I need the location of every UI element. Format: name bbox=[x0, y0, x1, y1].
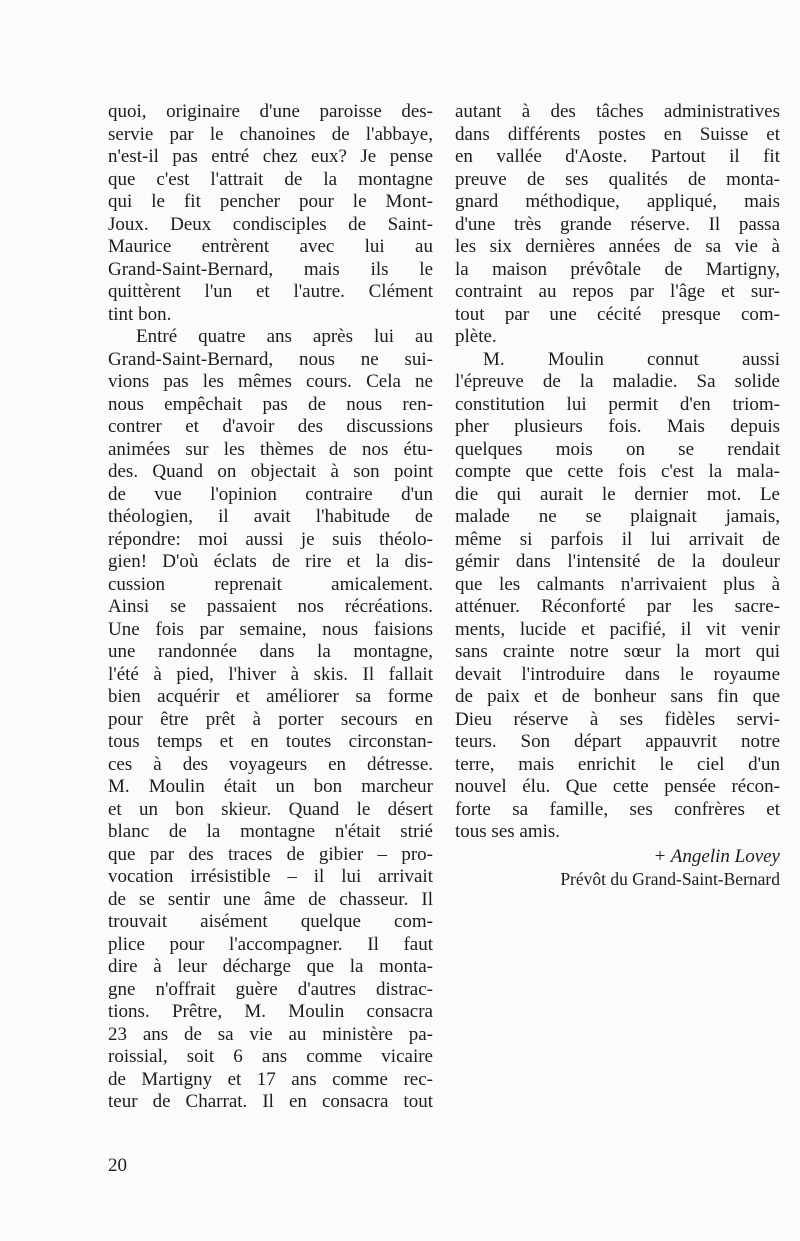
left-text-column bbox=[108, 101, 433, 1114]
text-line: l'épreuve de la maladie. Sa solide bbox=[455, 371, 780, 392]
text-line: malade ne se plaignait jamais, bbox=[455, 506, 780, 527]
text-line: Dieu réserve à ses fidèles servi- bbox=[455, 708, 780, 730]
text-line: bien acquérir et améliorer sa forme bbox=[108, 686, 433, 707]
text-line: Grand-Saint-Bernard, mais ils le bbox=[108, 258, 433, 280]
text-line: plète. bbox=[455, 326, 497, 347]
text-line: qui le fit pencher pour le Mont- bbox=[108, 191, 433, 212]
text-line: Grand-Saint-Bernard, nous ne sui- bbox=[108, 348, 433, 370]
text-line: la maison prévôtale de Martigny, bbox=[455, 258, 780, 280]
text-line: gnard méthodique, appliqué, mais bbox=[455, 191, 780, 212]
text-line: de vue l'opinion contraire d'un bbox=[108, 483, 433, 505]
text-line: Maurice entrèrent avec lui au bbox=[108, 236, 433, 257]
text-line: cussion reprenait amicalement. bbox=[108, 573, 433, 595]
text-line: sans crainte notre sœur la mort qui bbox=[455, 641, 780, 662]
signature-title: Prévôt du Grand-Saint-Bernard bbox=[560, 869, 780, 889]
text-line: tions. Prêtre, M. Moulin consacra bbox=[108, 1001, 433, 1022]
text-line: animées sur les thèmes de nos étu- bbox=[108, 438, 433, 460]
text-line: que les calmants n'arrivaient plus à bbox=[455, 573, 780, 595]
text-line: ces à des voyageurs en détresse. bbox=[108, 753, 433, 775]
text-line: de se sentir une âme de chasseur. Il bbox=[108, 888, 433, 910]
text-line: pher plusieurs fois. Mais depuis bbox=[455, 416, 780, 437]
text-line: teurs. Son départ appauvrit notre bbox=[455, 731, 780, 752]
text-line: trouvait aisément quelque com- bbox=[108, 911, 433, 932]
text-line: Entré quatre ans après lui au bbox=[136, 326, 433, 347]
text-line: dans différents postes en Suisse et bbox=[455, 123, 780, 145]
text-line: gien! D'où éclats de rire et la dis- bbox=[108, 551, 433, 572]
text-line: n'est-il pas entré chez eux? Je pense bbox=[108, 146, 433, 167]
text-line: gémir dans l'intensité de la douleur bbox=[455, 551, 780, 572]
text-line: même si parfois il lui arrivait de bbox=[455, 528, 780, 550]
text-line: teur de Charrat. Il en consacra tout bbox=[108, 1091, 433, 1112]
text-line: contraint au repos par l'âge et sur- bbox=[455, 281, 780, 302]
page-number: 20 bbox=[108, 1155, 127, 1176]
text-line: Une fois par semaine, nous faisions bbox=[108, 618, 433, 640]
text-line: quittèrent l'un et l'autre. Clément bbox=[108, 281, 433, 302]
text-line: gne n'offrait guère d'autres distrac- bbox=[108, 978, 433, 1000]
right-text-column bbox=[455, 101, 780, 891]
text-line: en vallée d'Aoste. Partout il fit bbox=[455, 146, 780, 167]
text-line: quelques mois on se rendait bbox=[455, 438, 780, 460]
right-column-lines bbox=[455, 101, 780, 844]
text-line: tint bon. bbox=[108, 303, 172, 325]
text-line: M. Moulin connut aussi bbox=[483, 348, 780, 370]
text-line: que c'est l'attrait de la montagne bbox=[108, 168, 433, 190]
text-line: théologien, il avait l'habitude de bbox=[108, 506, 433, 527]
text-line: devait l'introduire dans le royaume bbox=[455, 663, 780, 685]
text-line: nous empêchait pas de nous ren- bbox=[108, 393, 433, 415]
text-line: M. Moulin était un bon marcheur bbox=[108, 776, 433, 797]
text-line: l'été à pied, l'hiver à skis. Il fallait bbox=[108, 663, 433, 685]
text-line: forte sa famille, ses confrères et bbox=[455, 798, 780, 820]
text-line: constitution lui permit d'en triom- bbox=[455, 393, 780, 415]
text-line: tous ses amis. bbox=[455, 821, 561, 842]
text-line: pour être prêt à porter secours en bbox=[108, 708, 433, 730]
text-line: vions pas les mêmes cours. Cela ne bbox=[108, 371, 433, 392]
text-line: contrer et d'avoir des discussions bbox=[108, 416, 433, 437]
text-line: 23 ans de sa vie au ministère pa- bbox=[108, 1023, 433, 1045]
text-line: autant à des tâches administratives bbox=[455, 101, 780, 122]
text-line: et un bon skieur. Quand le désert bbox=[108, 798, 433, 820]
text-line: tout par une cécité presque com- bbox=[455, 303, 780, 325]
text-line: vocation irrésistible – il lui arrivait bbox=[108, 866, 433, 887]
text-line: preuve de ses qualités de monta- bbox=[455, 168, 780, 190]
text-line: que par des traces de gibier – pro- bbox=[108, 843, 433, 865]
text-line: servie par le chanoines de l'abbaye, bbox=[108, 123, 433, 145]
text-line: d'une très grande réserve. Il passa bbox=[455, 213, 780, 235]
text-line: de Martigny et 17 ans comme rec- bbox=[108, 1068, 433, 1090]
text-line: terre, mais enrichit le ciel d'un bbox=[455, 753, 780, 775]
text-line: dire à leur décharge que la monta- bbox=[108, 956, 433, 977]
text-line: Ainsi se passaient nos récréations. bbox=[108, 596, 433, 617]
text-line: quoi, originaire d'une paroisse des- bbox=[108, 101, 433, 122]
text-line: ments, lucide et pacifié, il vit venir bbox=[455, 618, 780, 640]
text-line: tous temps et en toutes circonstan- bbox=[108, 731, 433, 752]
text-line: blanc de la montagne n'était strié bbox=[108, 821, 433, 842]
text-line: atténuer. Réconforté par les sacre- bbox=[455, 596, 780, 617]
text-line: roissial, soit 6 ans comme vicaire bbox=[108, 1046, 433, 1067]
text-line: les six dernières années de sa vie à bbox=[455, 236, 780, 257]
text-line: des. Quand on objectait à son point bbox=[108, 461, 433, 482]
text-line: nouvel élu. Que cette pensée récon- bbox=[455, 776, 780, 797]
signature-name: + Angelin Lovey bbox=[653, 845, 780, 867]
text-line: de paix et de bonheur sans fin que bbox=[455, 686, 780, 707]
text-line: compte que cette fois c'est la mala- bbox=[455, 461, 780, 482]
text-line: plice pour l'accompagner. Il faut bbox=[108, 933, 433, 955]
text-line: Joux. Deux condisciples de Saint- bbox=[108, 213, 433, 235]
text-line: die qui aurait le dernier mot. Le bbox=[455, 483, 780, 505]
text-line: une randonnée dans la montagne, bbox=[108, 641, 433, 662]
text-line: répondre: moi aussi je suis théolo- bbox=[108, 528, 433, 550]
